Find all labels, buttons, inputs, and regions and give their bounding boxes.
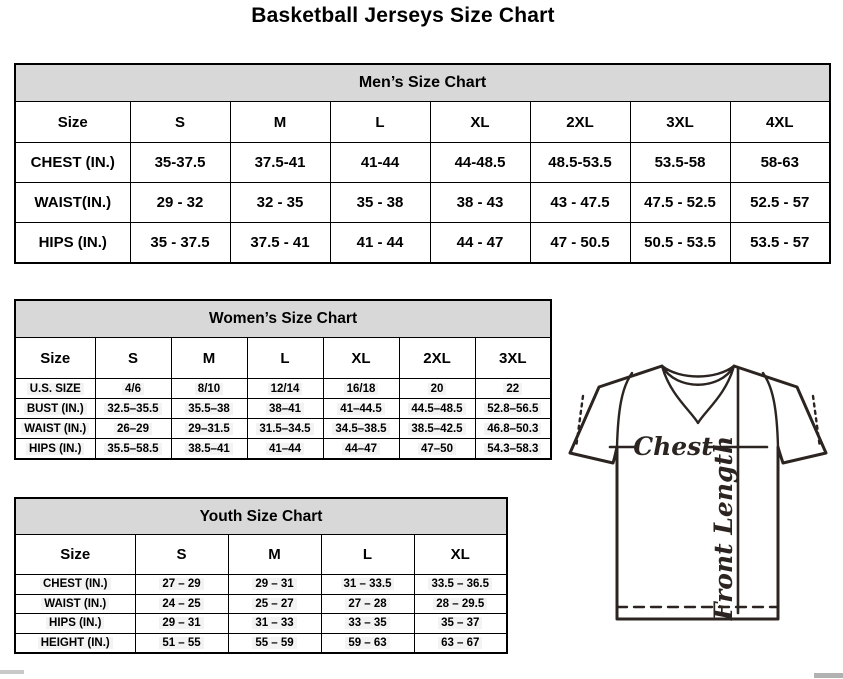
size-value-cell-text: 37.5-41 bbox=[254, 154, 306, 171]
table-row bbox=[15, 183, 830, 223]
row-label-text: HIPS (IN.) bbox=[46, 617, 104, 629]
size-value-cell bbox=[135, 633, 228, 653]
row-label bbox=[15, 594, 135, 614]
size-header-cell bbox=[15, 535, 135, 575]
size-value-cell bbox=[228, 614, 321, 634]
row-label-text: HEIGHT (IN.) bbox=[38, 637, 113, 649]
size-value-cell bbox=[730, 143, 830, 183]
size-value-cell-text: 47 - 50.5 bbox=[550, 234, 610, 251]
size-value-cell bbox=[475, 439, 551, 460]
size-column-header-text: L bbox=[280, 349, 290, 367]
size-column-header bbox=[135, 535, 228, 575]
chest-label: Chest bbox=[633, 432, 713, 461]
size-value-cell bbox=[247, 399, 323, 419]
size-value-cell bbox=[414, 633, 507, 653]
size-header-cell bbox=[15, 102, 130, 143]
size-value-cell-text: 41–44 bbox=[266, 443, 304, 455]
collar-icon bbox=[662, 366, 734, 423]
size-value-cell bbox=[247, 379, 323, 399]
size-column-header-text: S bbox=[176, 546, 187, 563]
size-column-header-text: L bbox=[375, 113, 385, 131]
size-column-header bbox=[730, 102, 830, 143]
row-label-text: CHEST (IN.) bbox=[30, 154, 115, 171]
size-column-header-text: M bbox=[268, 546, 281, 563]
size-value-cell bbox=[530, 143, 630, 183]
size-value-cell bbox=[130, 143, 230, 183]
size-value-cell bbox=[321, 594, 414, 614]
size-value-cell bbox=[135, 594, 228, 614]
size-value-cell-text: 44-48.5 bbox=[454, 154, 506, 171]
size-column-header bbox=[130, 102, 230, 143]
size-value-cell bbox=[323, 399, 399, 419]
size-value-cell bbox=[228, 633, 321, 653]
size-value-cell bbox=[730, 223, 830, 264]
size-value-cell bbox=[230, 223, 330, 264]
size-value-cell bbox=[321, 633, 414, 653]
size-value-cell bbox=[228, 594, 321, 614]
table-row bbox=[15, 399, 551, 419]
row-label-text: CHEST (IN.) bbox=[40, 578, 111, 590]
size-value-cell-text: 31 – 33.5 bbox=[341, 578, 395, 590]
row-label bbox=[15, 633, 135, 653]
size-value-cell-text: 12/14 bbox=[268, 383, 303, 395]
size-column-header bbox=[630, 102, 730, 143]
men-table-title bbox=[15, 64, 830, 102]
size-column-header bbox=[399, 338, 475, 379]
youth-table-title bbox=[15, 498, 507, 535]
size-value-cell bbox=[228, 575, 321, 595]
size-value-cell bbox=[247, 439, 323, 460]
size-value-cell bbox=[323, 379, 399, 399]
size-column-header-text: 3XL bbox=[666, 113, 694, 131]
size-value-cell-text: 41-44 bbox=[360, 154, 400, 171]
size-column-header bbox=[330, 102, 430, 143]
womens-size-chart bbox=[14, 299, 550, 460]
size-value-cell-text: 33 – 35 bbox=[345, 617, 389, 629]
size-value-cell bbox=[399, 419, 475, 439]
row-label bbox=[15, 419, 95, 439]
size-value-cell-text: 46.8–50.3 bbox=[484, 423, 541, 435]
size-value-cell-text: 63 – 67 bbox=[438, 637, 482, 649]
size-column-header-text: 3XL bbox=[499, 349, 527, 367]
size-value-cell bbox=[330, 143, 430, 183]
scrollbar-fragment-left[interactable] bbox=[0, 670, 24, 674]
men-table-title-text: Men’s Size Chart bbox=[358, 74, 487, 91]
size-value-cell-text: 35 - 37.5 bbox=[150, 234, 210, 251]
size-value-cell-text: 59 – 63 bbox=[345, 637, 389, 649]
size-value-cell-text: 35 – 37 bbox=[438, 617, 482, 629]
size-value-cell bbox=[323, 439, 399, 460]
size-value-cell-text: 31.5–34.5 bbox=[256, 423, 313, 435]
size-value-cell bbox=[630, 183, 730, 223]
size-value-cell bbox=[130, 183, 230, 223]
size-value-cell bbox=[171, 379, 247, 399]
size-column-header bbox=[323, 338, 399, 379]
size-value-cell bbox=[414, 614, 507, 634]
size-column-header-text: M bbox=[273, 113, 287, 131]
size-value-cell bbox=[414, 594, 507, 614]
size-column-header bbox=[247, 338, 323, 379]
size-value-cell-text: 38.5–42.5 bbox=[408, 423, 465, 435]
size-column-header-text: 2XL bbox=[423, 349, 451, 367]
size-column-header bbox=[230, 102, 330, 143]
youth-table bbox=[14, 497, 508, 654]
size-value-cell bbox=[475, 399, 551, 419]
size-value-cell-text: 48.5-53.5 bbox=[548, 154, 612, 171]
size-value-cell-text: 52.8–56.5 bbox=[484, 403, 541, 415]
size-column-header-text: S bbox=[174, 113, 185, 131]
size-value-cell-text: 47.5 - 52.5 bbox=[644, 194, 716, 211]
size-value-cell-text: 29 – 31 bbox=[252, 578, 296, 590]
size-value-cell bbox=[171, 439, 247, 460]
size-value-cell-text: 41–44.5 bbox=[337, 403, 385, 415]
women-table bbox=[14, 299, 552, 460]
size-value-cell-text: 29–31.5 bbox=[185, 423, 233, 435]
size-value-cell bbox=[475, 379, 551, 399]
women-table-title bbox=[15, 300, 551, 338]
page-title: Basketball Jerseys Size Chart bbox=[251, 4, 555, 27]
size-column-header-text: XL bbox=[470, 113, 490, 131]
row-label-text: U.S. SIZE bbox=[27, 383, 84, 395]
size-value-cell-text: 28 – 29.5 bbox=[433, 598, 487, 610]
size-value-cell-text: 51 – 55 bbox=[159, 637, 203, 649]
row-label bbox=[15, 143, 130, 183]
size-value-cell bbox=[530, 183, 630, 223]
table-row bbox=[15, 633, 507, 653]
size-value-cell bbox=[95, 419, 171, 439]
size-value-cell-text: 38–41 bbox=[266, 403, 304, 415]
size-value-cell bbox=[171, 419, 247, 439]
size-column-header bbox=[95, 338, 171, 379]
size-value-cell bbox=[530, 223, 630, 264]
table-row bbox=[15, 419, 551, 439]
size-value-cell bbox=[730, 183, 830, 223]
size-value-cell-text: 24 – 25 bbox=[159, 598, 203, 610]
size-column-header-text: 4XL bbox=[766, 113, 794, 131]
size-value-cell-text: 41 - 44 bbox=[356, 234, 404, 251]
size-value-cell-text: 35-37.5 bbox=[154, 154, 206, 171]
size-column-header bbox=[321, 535, 414, 575]
row-label-text: WAIST (IN.) bbox=[21, 423, 89, 435]
size-value-cell-text: 53.5 - 57 bbox=[750, 234, 810, 251]
size-value-cell-text: 38 - 43 bbox=[456, 194, 504, 211]
size-value-cell bbox=[171, 399, 247, 419]
size-value-cell-text: 43 - 47.5 bbox=[550, 194, 610, 211]
size-column-header bbox=[530, 102, 630, 143]
size-value-cell bbox=[430, 223, 530, 264]
size-column-header-text: S bbox=[127, 349, 138, 367]
size-value-cell-text: 32 - 35 bbox=[256, 194, 304, 211]
size-value-cell bbox=[135, 614, 228, 634]
size-value-cell bbox=[430, 143, 530, 183]
size-value-cell bbox=[95, 439, 171, 460]
size-header-cell-text: Size bbox=[57, 113, 88, 131]
youth-table-title-text: Youth Size Chart bbox=[199, 507, 323, 525]
size-value-cell-text: 35.5–38 bbox=[185, 403, 233, 415]
size-column-header bbox=[228, 535, 321, 575]
size-value-cell bbox=[414, 575, 507, 595]
front-length-label: Front Length bbox=[709, 435, 738, 621]
size-value-cell bbox=[321, 614, 414, 634]
row-label-text: HIPS (IN.) bbox=[38, 234, 107, 251]
size-column-header-text: 2XL bbox=[566, 113, 594, 131]
size-value-cell bbox=[330, 183, 430, 223]
size-value-cell-text: 35 - 38 bbox=[356, 194, 404, 211]
size-header-cell-text: Size bbox=[60, 546, 91, 563]
youth-size-chart bbox=[14, 497, 506, 654]
scrollbar-fragment-right[interactable] bbox=[814, 673, 843, 678]
women-table-title-text: Women’s Size Chart bbox=[208, 310, 358, 327]
mens-size-chart bbox=[14, 63, 829, 264]
size-value-cell-text: 54.3–58.3 bbox=[484, 443, 541, 455]
row-label bbox=[15, 614, 135, 634]
size-value-cell-text: 37.5 - 41 bbox=[250, 234, 310, 251]
row-label bbox=[15, 399, 95, 419]
size-column-header-text: L bbox=[362, 546, 373, 563]
jersey-measurement-diagram bbox=[563, 360, 835, 626]
size-column-header-text: XL bbox=[450, 546, 470, 563]
size-value-cell-text: 25 – 27 bbox=[252, 598, 296, 610]
row-label-text: BUST (IN.) bbox=[24, 403, 87, 415]
size-value-cell-text: 29 - 32 bbox=[156, 194, 204, 211]
size-value-cell bbox=[95, 379, 171, 399]
size-value-cell bbox=[247, 419, 323, 439]
size-value-cell bbox=[323, 419, 399, 439]
table-row bbox=[15, 614, 507, 634]
size-value-cell-text: 22 bbox=[503, 383, 522, 395]
row-label bbox=[15, 183, 130, 223]
row-label-text: WAIST (IN.) bbox=[41, 598, 109, 610]
size-value-cell bbox=[630, 223, 730, 264]
size-value-cell-text: 35.5–58.5 bbox=[104, 443, 161, 455]
size-value-cell-text: 52.5 - 57 bbox=[750, 194, 810, 211]
size-column-header-text: M bbox=[202, 349, 216, 367]
table-row bbox=[15, 594, 507, 614]
size-value-cell bbox=[399, 399, 475, 419]
size-value-cell-text: 32.5–35.5 bbox=[104, 403, 161, 415]
size-value-cell bbox=[321, 575, 414, 595]
size-value-cell bbox=[135, 575, 228, 595]
size-value-cell bbox=[95, 399, 171, 419]
row-label bbox=[15, 575, 135, 595]
size-value-cell bbox=[399, 439, 475, 460]
jersey-outline-icon bbox=[570, 366, 826, 619]
size-value-cell-text: 27 – 29 bbox=[159, 578, 203, 590]
size-value-cell-text: 38.5–41 bbox=[185, 443, 233, 455]
size-value-cell-text: 44 - 47 bbox=[456, 234, 504, 251]
size-value-cell-text: 58-63 bbox=[760, 154, 799, 171]
row-label bbox=[15, 223, 130, 264]
size-value-cell-text: 44–47 bbox=[342, 443, 380, 455]
size-column-header bbox=[171, 338, 247, 379]
size-value-cell bbox=[230, 183, 330, 223]
size-value-cell bbox=[230, 143, 330, 183]
size-value-cell-text: 20 bbox=[428, 383, 447, 395]
table-row bbox=[15, 379, 551, 399]
size-value-cell bbox=[399, 379, 475, 399]
row-label-text: HIPS (IN.) bbox=[26, 443, 84, 455]
size-value-cell bbox=[630, 143, 730, 183]
size-value-cell-text: 33.5 – 36.5 bbox=[428, 578, 492, 590]
size-value-cell-text: 27 – 28 bbox=[345, 598, 389, 610]
size-value-cell-text: 55 – 59 bbox=[252, 637, 296, 649]
size-value-cell bbox=[130, 223, 230, 264]
table-row bbox=[15, 223, 830, 264]
table-row bbox=[15, 575, 507, 595]
size-value-cell-text: 44.5–48.5 bbox=[408, 403, 465, 415]
size-value-cell-text: 8/10 bbox=[195, 383, 223, 395]
men-table bbox=[14, 63, 831, 264]
row-label bbox=[15, 439, 95, 460]
size-column-header bbox=[475, 338, 551, 379]
size-value-cell-text: 34.5–38.5 bbox=[332, 423, 389, 435]
size-value-cell-text: 53.5-58 bbox=[654, 154, 706, 171]
size-value-cell-text: 16/18 bbox=[344, 383, 379, 395]
size-value-cell-text: 29 – 31 bbox=[159, 617, 203, 629]
size-column-header bbox=[414, 535, 507, 575]
size-value-cell-text: 31 – 33 bbox=[252, 617, 296, 629]
table-row bbox=[15, 439, 551, 460]
size-value-cell-text: 50.5 - 53.5 bbox=[644, 234, 716, 251]
size-value-cell bbox=[475, 419, 551, 439]
size-value-cell bbox=[330, 223, 430, 264]
size-column-header-text: XL bbox=[351, 349, 371, 367]
size-value-cell-text: 4/6 bbox=[122, 383, 144, 395]
size-header-cell bbox=[15, 338, 95, 379]
size-value-cell-text: 47–50 bbox=[418, 443, 456, 455]
size-header-cell-text: Size bbox=[40, 349, 71, 367]
size-value-cell-text: 26–29 bbox=[114, 423, 152, 435]
size-value-cell bbox=[430, 183, 530, 223]
table-row bbox=[15, 143, 830, 183]
row-label bbox=[15, 379, 95, 399]
size-column-header bbox=[430, 102, 530, 143]
row-label-text: WAIST(IN.) bbox=[34, 194, 112, 211]
